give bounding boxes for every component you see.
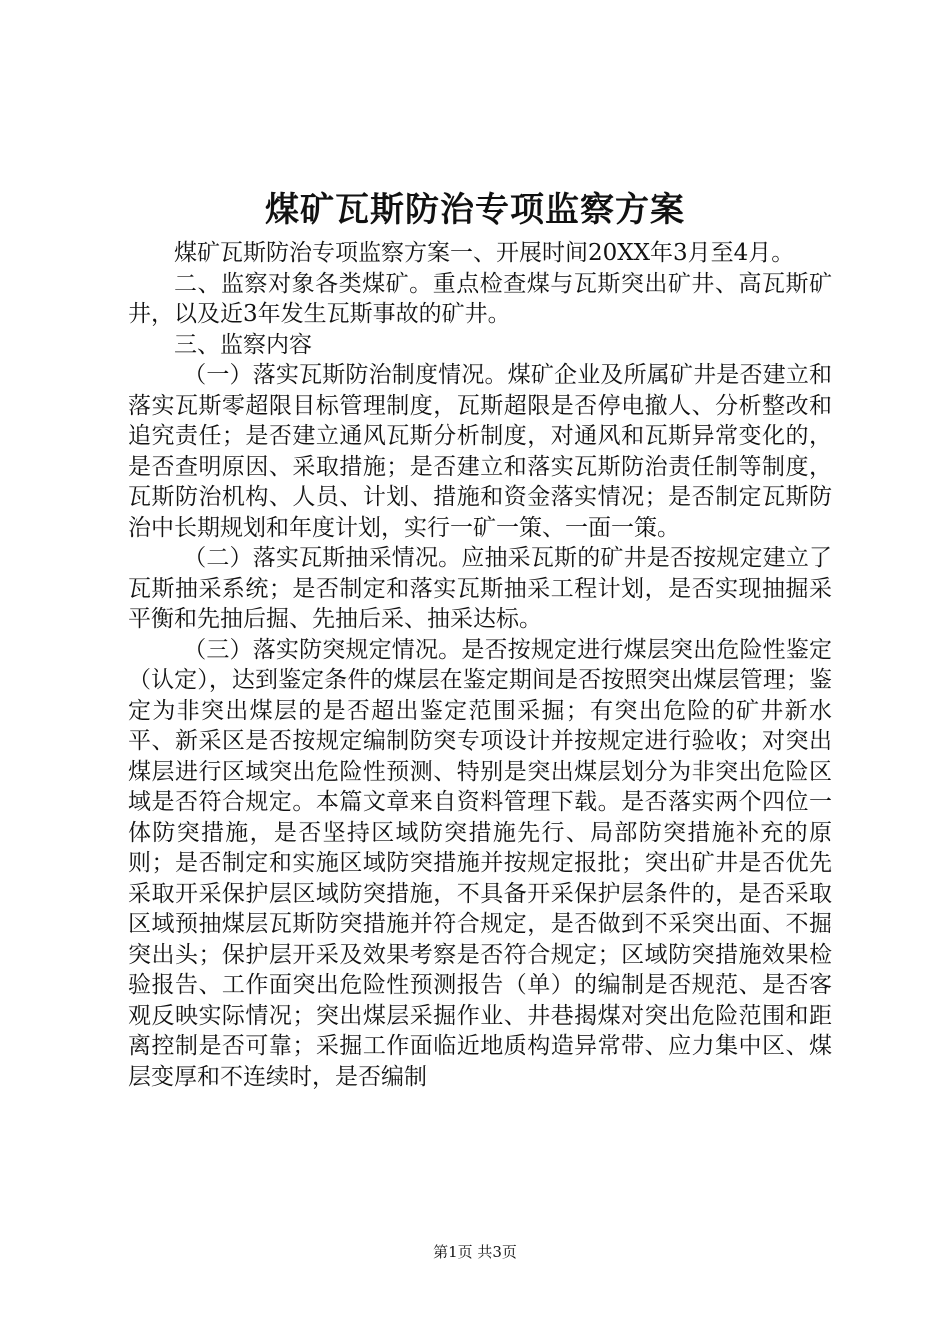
paragraph-heading-contents: 三、监察内容 — [174, 331, 312, 358]
document-title: 煤矿瓦斯防治专项监察方案 — [265, 190, 685, 230]
paragraph-intro: 煤矿瓦斯防治专项监察方案一、开展时间20XX年3月至4月。 — [174, 240, 795, 266]
paragraph-objects: 二、监察对象各类煤矿。重点检查煤与瓦斯突出矿井、高瓦斯矿井，以及近3年发生瓦斯事故的矿井。 — [128, 270, 832, 327]
page-footer: 第1页 共3页 — [433, 1243, 517, 1261]
paragraph-section-2: （二）落实瓦斯抽采情况。应抽采瓦斯的矿井是否按规定建立了瓦斯抽采系统；是否制定和落实瓦斯抽采工程计划，是否实现抽掘采平衡和先抽后掘、先抽后采、抽采达标。 — [128, 545, 832, 632]
paragraph-section-1: （一）落实瓦斯防治制度情况。煤矿企业及所属矿井是否建立和落实瓦斯零超限目标管理制度，瓦斯超限是否停电撤人、分析整改和追究责任；是否建立通风瓦斯分析制度，对通风和瓦斯异常变化的，是否查明原因、采取措施；是否建立和落实瓦斯防治责任制等制度，瓦斯防治机构、人员、计划、措施和资金落实情况；是否制定瓦斯防治中长期规划和年度计划，实行一矿一策、一面一策。 — [128, 362, 832, 541]
document-body — [128, 238, 832, 1092]
paragraph-section-3: （三）落实防突规定情况。是否按规定进行煤层突出危险性鉴定（认定），达到鉴定条件的煤层在鉴定期间是否按照突出煤层管理；鉴定为非突出煤层的是否超出鉴定范围采掘；有突出危险的矿井新水平、新采区是否按规定编制防突专项设计并按规定进行验收；对突出煤层进行区域突出危险性预测、特别是突出煤层划分为非突出危险区域是否符合规定。本篇文章来自资料管理下载。是否落实两个四位一体防突措施，是否坚持区域防突措施先行、局部防突措施补充的原则；是否制定和实施区域防突措施并按规定报批；突出矿井是否优先采取开采保护层区域防突措施，不具备开采保护层条件的，是否采取区域预抽煤层瓦斯防突措施并符合规定，是否做到不采突出面、不掘突出头；保护层开采及效果考察是否符合规定；区域防突措施效果检验报告、工作面突出危险性预测报告（单）的编制是否规范、是否客观反映实际情况；突出煤层采掘作业、井巷揭煤对突出危险范围和距离控制是否可靠；采掘工作面临近地质构造异常带、应力集中区、煤层变厚和不连续时，是否编制 — [128, 636, 832, 1090]
